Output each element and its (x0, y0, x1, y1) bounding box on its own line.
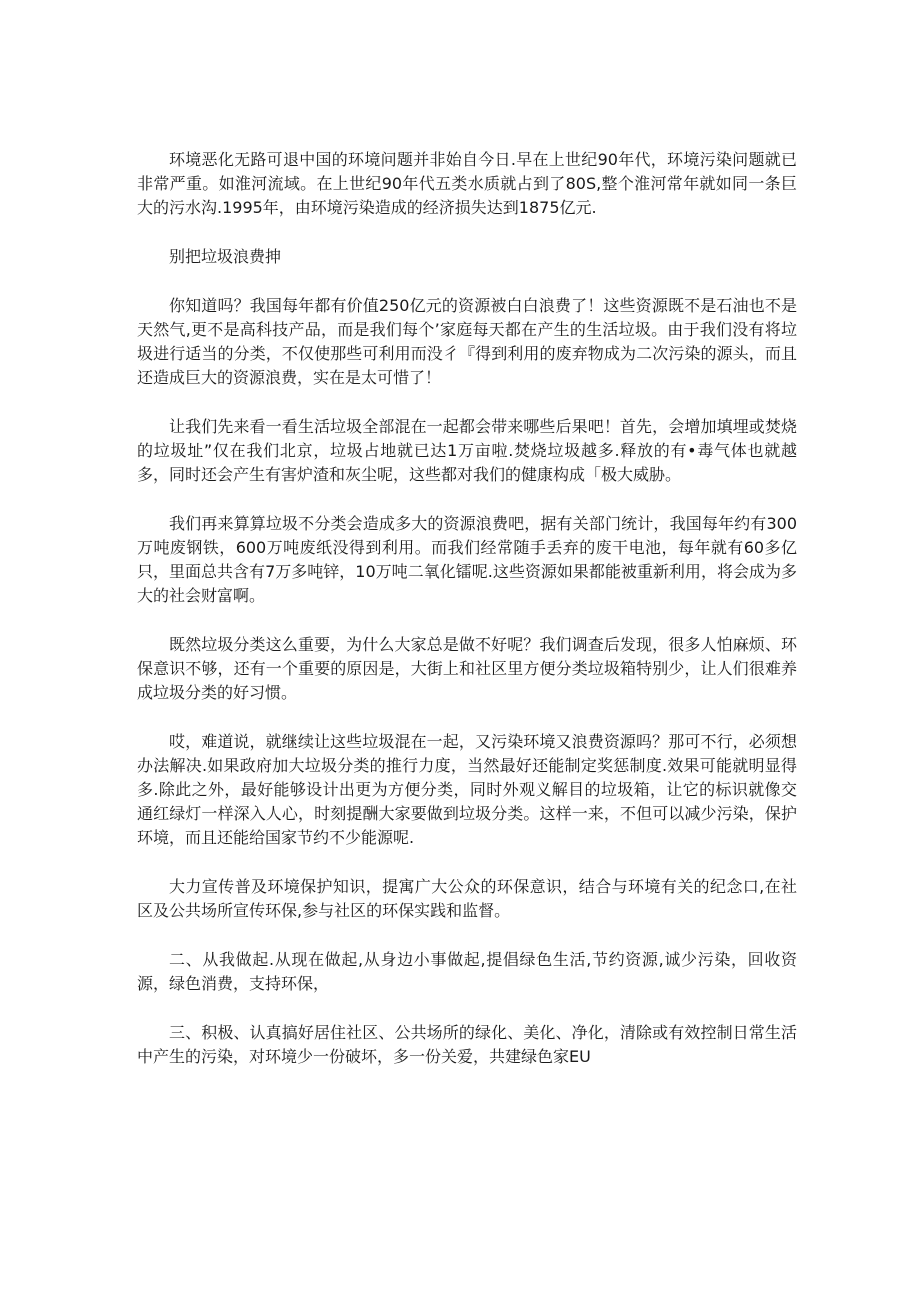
paragraph-mixed-garbage-consequences: 让我们先来看一看生活垃圾全部混在一起都会带来哪些后果吧！首先，会增加填埋或焚烧的垃圾址”仅在我们北京，垃圾占地就已达1万亩啦.焚烧垃圾越多.释放的有•毒气体也就越多，同时还会产生有害炉渣和灰尘呢，这些都对我们的健康构成「极大威胁。 (137, 417, 797, 484)
paragraph-resource-statistics: 我们再来算算垃圾不分类会造成多大的资源浪费吧，据有关部门统计，我国每年约有300万吨废钢铁，600万吨废纸没得到利用。而我们经常随手丢弃的废干电池，每年就有60多亿只，里面总共含有7万多吨锌，10万吨二氧化镭呢.这些资源如果都能被重新利用，将会成为多大的社会财富啊。 (137, 514, 797, 605)
paragraph-point-two: 二、从我做起.从现在做起,从身边小事做起,提倡绿色生活,节约资源,诚少污染，回收资源，绿色消费，支持环保， (137, 950, 797, 993)
paragraph-publicity: 大力宣传普及环境保护知识，提寓广大公众的环保意识，结合与环境有关的纪念口,在社区及公共场所宣传环保,参与社区的环保实践和监督。 (137, 877, 797, 920)
document-body (137, 148, 797, 1094)
section-heading-waste: 别把垃圾浪费抻 (169, 247, 282, 266)
paragraph-point-three: 三、积极、认真搞好居住社区、公共场所的绿化、美化、净化，清除或有效控制日常生活中产生的污染，对环境少一份破坏，多一份关爱，共建绿色家EU (137, 1023, 797, 1066)
paragraph-resource-waste: 你知道吗？我国每年都有价值250亿元的资源被白白浪费了！这些资源既不是石油也不是天然气,更不是高科技产品，而是我们每个’家庭每天都在产生的生活垃圾。由于我们没有将垃圾进行适当的分类，不仅使那些可利用而没彳『得到利用的废弃物成为二次污染的源头，而且还造成巨大的资源浪费，实在是太可惜了！ (137, 296, 797, 387)
paragraph-why-not-sorting: 既然垃圾分类这么重要，为什么大家总是做不好呢？我们调查后发现，很多人怕麻烦、环保意识不够，还有一个重要的原因是，大街上和社区里方便分类垃圾箱特别少，让人们很难养成垃圾分类的好习惯。 (137, 635, 797, 702)
paragraph-environment-crisis: 环境恶化无路可退中国的环境问题并非始自今日.早在上世纪90年代，环境污染问题就已非常严重。如淮河流域。在上世纪90年代五类水质就占到了80S,整个淮河常年就如同一条巨大的污水沟.1995年，由环境污染造成的经济损失达到1875亿元. (137, 150, 797, 217)
paragraph-solutions: 哎，难道说，就继续让这些垃圾混在一起，又污染环境又浪费资源吗？那可不行，必须想办法解决.如果政府加大垃圾分类的推行力度，当然最好还能制定奖惩制度.效果可能就明显得多.除此之外，最好能够设计出更为方便分类，同时外观义解目的垃圾箱，让它的标识就像交通红绿灯一样深入人心，时刻提酬大家要做到垃圾分类。这样一来，不但可以减少污染，保护环境，而且还能给国家节约不少能源呢. (137, 732, 797, 847)
